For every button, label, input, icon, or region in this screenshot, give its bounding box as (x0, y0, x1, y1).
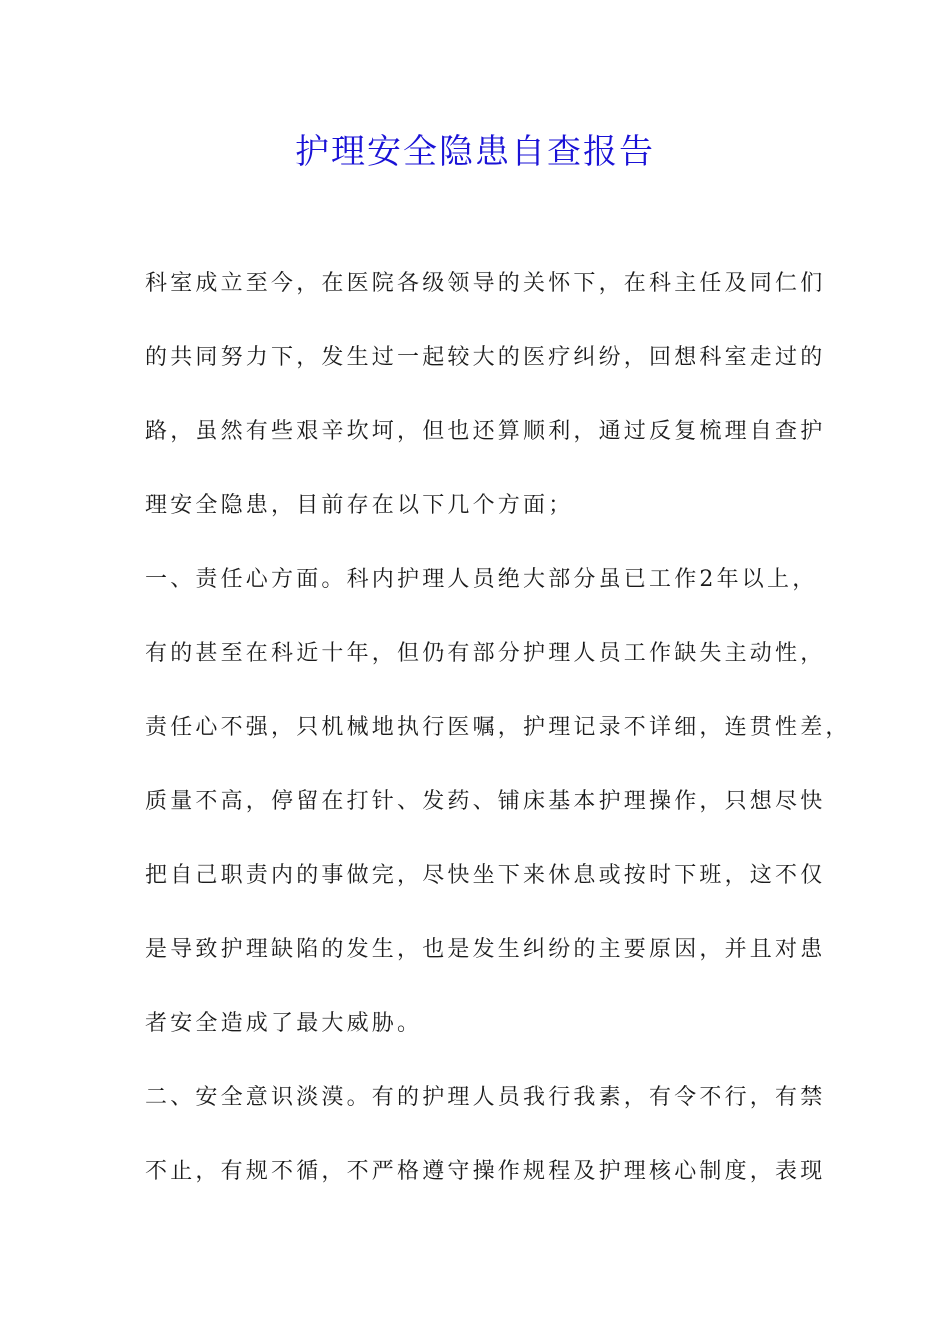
document-body (145, 266, 851, 1228)
body-line: 路，虽然有些艰辛坎坷，但也还算顺利，通过反复梳理自查护 (145, 419, 826, 444)
body-line: 科室成立至今，在医院各级领导的关怀下，在科主任及同仁们 (145, 271, 826, 296)
body-line: 有的甚至在科近十年，但仍有部分护理人员工作缺失主动性， (145, 641, 826, 666)
body-line: 二、安全意识淡漠。有的护理人员我行我素，有令不行，有禁 (145, 1085, 826, 1110)
body-line: 责任心不强，只机械地执行医嘱，护理记录不详细，连贯性差， (145, 715, 851, 740)
document-title: 护理安全隐患自查报告 (295, 132, 655, 172)
body-line: 的共同努力下，发生过一起较大的医疗纠纷，回想科室走过的 (145, 345, 826, 370)
body-line: 理安全隐患，目前存在以下几个方面； (145, 493, 574, 518)
body-line: 一、责任心方面。科内护理人员绝大部分虽已工作2年以上， (145, 567, 818, 592)
body-line: 不止，有规不循，不严格遵守操作规程及护理核心制度，表现 (145, 1159, 826, 1184)
body-line: 是导致护理缺陷的发生，也是发生纠纷的主要原因，并且对患 (145, 937, 826, 962)
body-line: 者安全造成了最大威胁。 (145, 1011, 423, 1036)
body-line: 质量不高，停留在打针、发药、铺床基本护理操作，只想尽快 (145, 789, 826, 814)
body-line: 把自己职责内的事做完，尽快坐下来休息或按时下班，这不仅 (145, 863, 826, 888)
